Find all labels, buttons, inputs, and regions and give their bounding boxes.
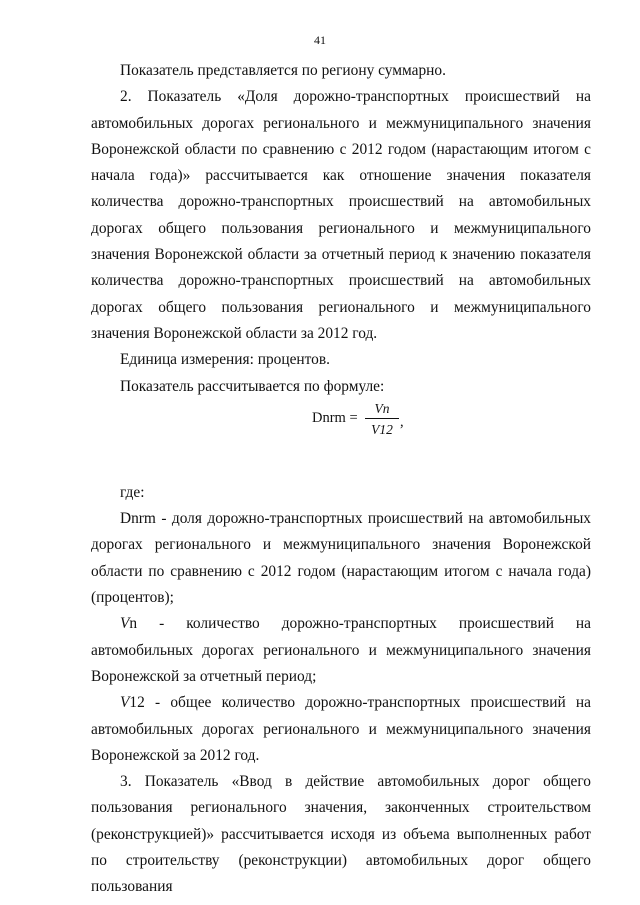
paragraph-unit: Единица измерения: процентов. (120, 351, 330, 369)
formula-denominator: V12 (371, 421, 393, 437)
fraction-bar (365, 418, 399, 419)
symbol-v: V (120, 615, 130, 633)
formula-fraction (365, 400, 399, 438)
definition-vn (91, 611, 591, 690)
formula-numerator: Vn (374, 400, 390, 416)
definition-dnrm: Dnrm - доля дорожно-транспортных происшествий на автомобильных дорогах регионального и межмуниципального значения Воронежской области по сравнению с 2012 годом (нарастающим итогом с начала года) (процентов); (91, 510, 591, 607)
paragraph-indicator-2: 2. Показатель «Доля дорожно-транспортных происшествий на автомобильных дорогах регионального и межмуниципального значения Воронежской области по сравнению с 2012 годом (нарастающим итогом с начала года)» рассчитывается как отношение значения показателя количества дорожно-транспортных происшествий на автомобильных дорогах общего пользования регионального и межмуниципального значения Воронежской области за отчетный период к значению показателя количества дорожно-транспортных происшествий на автомобильных дорогах общего пользования регионального и межмуниципального значения Воронежской области за 2012 год. (91, 88, 591, 342)
paragraph-indicator-3: 3. Показатель «Ввод в действие автомобильных дорог общего пользования регионального значения, законченных строительством (реконструкцией)» рассчитывается исходя из объема выполненных работ по строительству (реконструкции) автомобильных дорог общего пользования (91, 773, 591, 896)
document-body (91, 58, 591, 901)
definition-vn-text: n - количество дорожно-транспортных происшествий на автомобильных дорогах регионального и межмуниципального значения Воронежской за отчетный период; (91, 615, 591, 685)
paragraph-where: где: (120, 483, 145, 501)
formula-comma: , (400, 413, 404, 430)
paragraph-formula-intro: Показатель рассчитывается по формуле: (120, 377, 385, 395)
page-number: 41 (314, 33, 326, 47)
symbol-v: V (120, 694, 130, 712)
formula-lhs: Dnrm = (312, 409, 358, 426)
definition-v12-text: 12 - общее количество дорожно-транспортных происшествий на автомобильных дорогах регионального и межмуниципального значения Воронежской за 2012 год. (91, 694, 591, 764)
formula (91, 400, 591, 446)
paragraph-summary: Показатель представляется по региону суммарно. (120, 62, 446, 79)
definition-v12 (91, 690, 591, 769)
